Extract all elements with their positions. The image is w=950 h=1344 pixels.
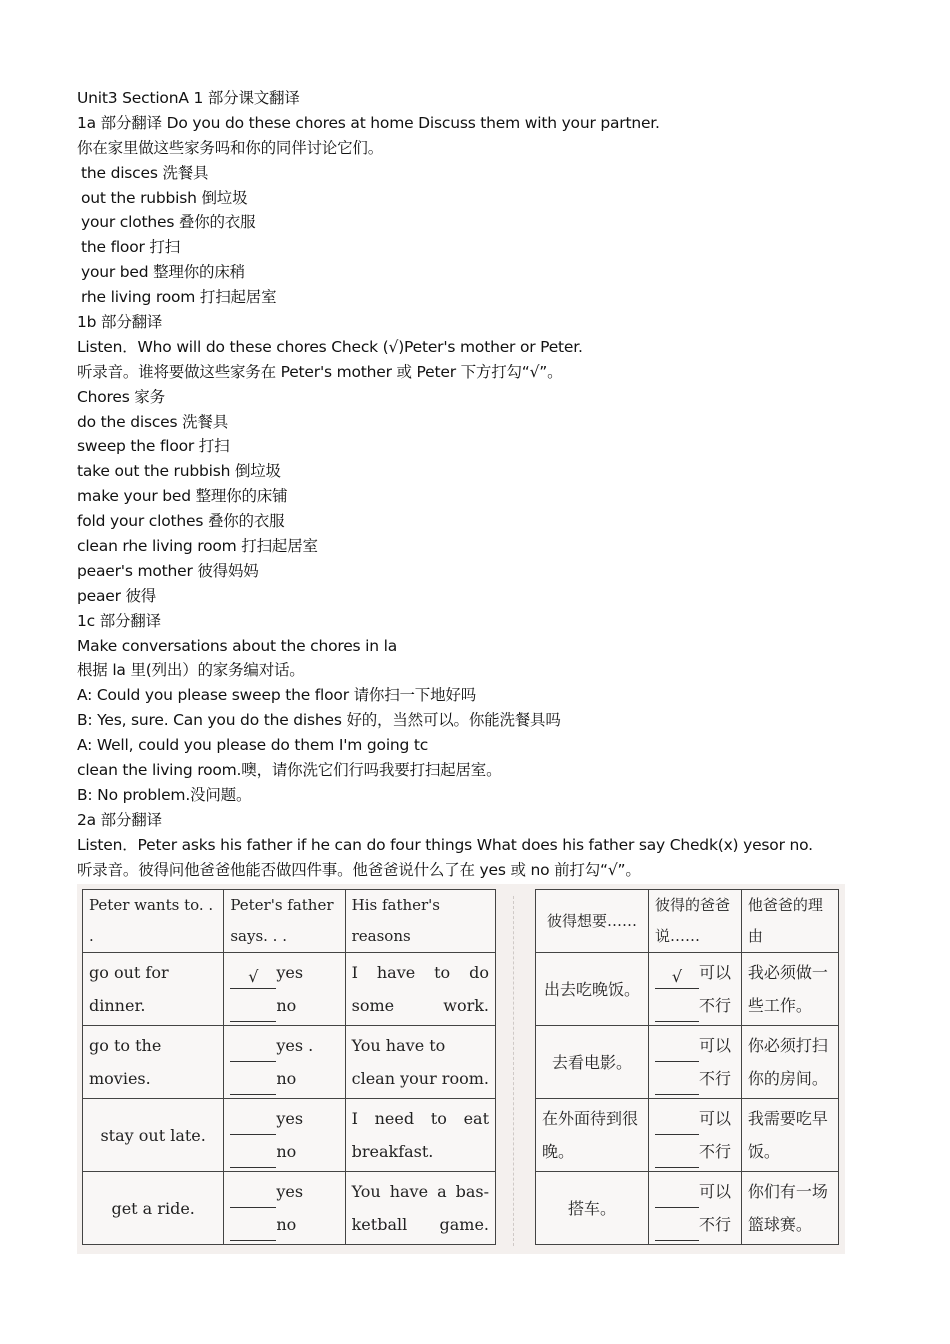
text-body xyxy=(77,86,897,883)
text-line: sweep the floor 打扫 xyxy=(77,437,230,456)
text-line: Listen．Peter asks his father if he can do four things What does his father say Chedk(x) yesor no. xyxy=(77,835,813,854)
text-line: 你在家里做这些家务吗和你的同伴讨论它们。 xyxy=(77,138,384,157)
answer-blank[interactable] xyxy=(230,1072,276,1095)
yes-label: yes xyxy=(276,1182,304,1201)
text-line: your clothes 叠你的衣服 xyxy=(81,213,256,232)
chinese-table xyxy=(535,889,839,1245)
text-line: B: No problem.没问题。 xyxy=(77,785,252,804)
text-line: 听录音。彼得问他爸爸他能否做四件事。他爸爸说什么了在 yes 或 no 前打勾“√”。 xyxy=(77,860,641,879)
yes-label: 可以 xyxy=(699,1036,732,1055)
text-line: Listen．Who will do these chores Check (√)Peter's mother or Peter. xyxy=(77,337,583,356)
table-row xyxy=(536,953,839,1026)
answer-cell xyxy=(224,953,345,1026)
text-line: fold your clothes 叠你的衣服 xyxy=(77,512,285,531)
header-cell: Peter's father says. . . xyxy=(224,890,345,953)
answer-blank[interactable] xyxy=(230,1185,276,1208)
text-line: make your bed 整理你的床铺 xyxy=(77,487,288,506)
table-row xyxy=(83,1026,496,1099)
answer-cell xyxy=(649,953,742,1026)
answer-blank[interactable] xyxy=(655,1072,699,1095)
yes-label: yes . xyxy=(276,1036,314,1055)
answer-blank[interactable] xyxy=(655,1145,699,1168)
table-row xyxy=(536,1099,839,1172)
english-table xyxy=(82,889,496,1245)
text-line: A: Well, could you please do them I'm going tc xyxy=(77,736,429,755)
yes-label: 可以 xyxy=(699,1109,732,1128)
column-divider xyxy=(513,896,514,1246)
no-label: no xyxy=(276,1069,297,1088)
answer-blank[interactable] xyxy=(655,1039,699,1062)
reason-cell: You have a bas-ketball game. xyxy=(345,1172,495,1245)
yes-label: 可以 xyxy=(699,963,732,982)
want-cell: 去看电影。 xyxy=(536,1026,649,1099)
header-cell: Peter wants to. . . xyxy=(83,890,224,953)
text-line: peaer 彼得 xyxy=(77,586,157,605)
text-line: out the rubbish 倒垃圾 xyxy=(81,188,248,207)
no-label: 不行 xyxy=(699,1142,732,1161)
answer-cell xyxy=(224,1172,345,1245)
text-line: 听录音。谁将要做这些家务在 Peter's mother 或 Peter 下方打勾“√”。 xyxy=(77,362,563,381)
table-header-row xyxy=(536,890,839,953)
text-line: the floor 打扫 xyxy=(81,238,180,257)
text-line: peaer's mother 彼得妈妈 xyxy=(77,561,259,580)
answer-blank[interactable] xyxy=(230,1145,276,1168)
text-line: clean the living room.噢，请你洗它们行吗我要打扫起居室。 xyxy=(77,761,502,780)
no-label: 不行 xyxy=(699,996,732,1015)
text-line: 1b 部分翻译 xyxy=(77,313,163,332)
scanned-table-image xyxy=(77,884,845,1254)
reason-cell: 你们有一场篮球赛。 xyxy=(741,1172,838,1245)
no-label: no xyxy=(276,996,297,1015)
no-label: no xyxy=(276,1215,297,1234)
table-header-row xyxy=(83,890,496,953)
reason-cell: You have to clean your room. xyxy=(345,1026,495,1099)
reason-cell: I have to do some work. xyxy=(345,953,495,1026)
table-row xyxy=(83,1099,496,1172)
no-label: no xyxy=(276,1142,297,1161)
answer-cell xyxy=(224,1026,345,1099)
want-cell: go out for dinner. xyxy=(83,953,224,1026)
text-line: A: Could you please sweep the floor 请你扫一下地好吗 xyxy=(77,686,476,705)
text-line: 1a 部分翻译 Do you do these chores at home Discuss them with your partner. xyxy=(77,113,660,132)
text-line: clean rhe living room 打扫起居室 xyxy=(77,537,318,556)
text-line: do the disces 洗餐具 xyxy=(77,412,228,431)
header-cell: 他爸爸的理由 xyxy=(741,890,838,953)
answer-blank[interactable]: √ xyxy=(655,966,699,989)
table-row xyxy=(83,1172,496,1245)
reason-cell: I need to eat breakfast. xyxy=(345,1099,495,1172)
reason-cell: 你必须打扫你的房间。 xyxy=(741,1026,838,1099)
answer-cell xyxy=(649,1172,742,1245)
want-cell: go to the movies. xyxy=(83,1026,224,1099)
text-line: 1c 部分翻译 xyxy=(77,611,161,630)
answer-blank[interactable]: √ xyxy=(230,966,276,989)
answer-blank[interactable] xyxy=(230,999,276,1022)
text-line: take out the rubbish 倒垃圾 xyxy=(77,462,281,481)
answer-blank[interactable] xyxy=(230,1112,276,1135)
answer-blank[interactable] xyxy=(655,1218,699,1241)
text-line: rhe living room 打扫起居室 xyxy=(81,288,277,307)
text-line: 根据 la 里(列出）的家务编对话。 xyxy=(77,661,305,680)
want-cell: get a ride. xyxy=(83,1172,224,1245)
text-line: 2a 部分翻译 xyxy=(77,810,162,829)
yes-label: yes xyxy=(276,1109,304,1128)
yes-label: yes xyxy=(276,963,304,982)
answer-blank[interactable] xyxy=(230,1218,276,1241)
answer-blank[interactable] xyxy=(655,1112,699,1135)
text-line: Chores 家务 xyxy=(77,387,165,406)
want-cell: 搭车。 xyxy=(536,1172,649,1245)
table-row xyxy=(83,953,496,1026)
answer-blank[interactable] xyxy=(655,1185,699,1208)
answer-cell xyxy=(649,1026,742,1099)
header-cell: His father's reasons xyxy=(345,890,495,953)
reason-cell: 我必须做一些工作。 xyxy=(741,953,838,1026)
answer-blank[interactable] xyxy=(655,999,699,1022)
table-row xyxy=(536,1172,839,1245)
answer-cell xyxy=(649,1099,742,1172)
no-label: 不行 xyxy=(699,1215,732,1234)
want-cell: 在外面待到很晚。 xyxy=(536,1099,649,1172)
header-cell: 彼得的爸爸说…… xyxy=(649,890,742,953)
table-row xyxy=(536,1026,839,1099)
no-label: 不行 xyxy=(699,1069,732,1088)
reason-cell: 我需要吃早饭。 xyxy=(741,1099,838,1172)
text-line: B: Yes, sure. Can you do the dishes 好的，当然可以。你能洗餐具吗 xyxy=(77,711,561,730)
want-cell: 出去吃晚饭。 xyxy=(536,953,649,1026)
header-cell: 彼得想要…… xyxy=(536,890,649,953)
yes-label: 可以 xyxy=(699,1182,732,1201)
want-cell: stay out late. xyxy=(83,1099,224,1172)
text-line: Make conversations about the chores in la xyxy=(77,636,398,655)
text-line: your bed 整理你的床稍 xyxy=(81,263,245,282)
answer-cell xyxy=(224,1099,345,1172)
answer-blank[interactable] xyxy=(230,1039,276,1062)
text-line: the disces 洗餐具 xyxy=(81,163,209,182)
text-line: Unit3 SectionA 1 部分课文翻译 xyxy=(77,89,300,107)
